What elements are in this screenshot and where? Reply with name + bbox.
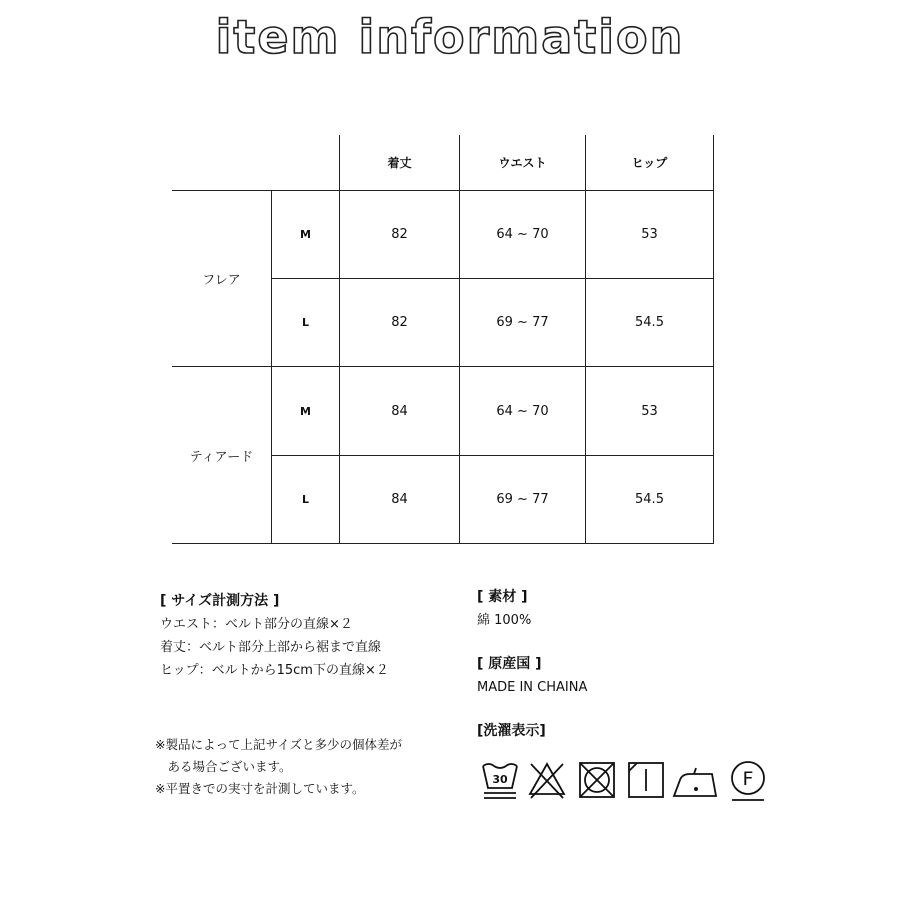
line-dry-icon (626, 758, 666, 802)
material-heading: [ 素材 ] (477, 589, 528, 605)
header-hip: ヒップ (631, 156, 668, 170)
table-cell-waist: 69 ~ 77 (496, 315, 549, 330)
table-cell-length: 82 (391, 227, 408, 242)
measure-line-waist: ウエスト：ベルト部分の直線×２ (160, 617, 353, 632)
group-label-tiered: ティアード (189, 449, 254, 465)
notes-section (155, 734, 402, 800)
table-cell-hip: 54.5 (635, 492, 664, 507)
size-label: M (300, 404, 311, 418)
measure-section (160, 590, 389, 682)
table-cell-waist: 64 ~ 70 (496, 403, 549, 419)
measure-line-hip: ヒップ：ベルトから15cm下の直線×２ (160, 663, 389, 678)
note-line: ある場合ございます。 (155, 759, 292, 774)
table-cell-waist: 69 ~ 77 (496, 492, 549, 507)
table-cell-length: 82 (391, 315, 408, 330)
origin-heading: [ 原産国 ] (477, 656, 542, 672)
dry-clean-f-icon (728, 758, 768, 802)
header-length: 着丈 (387, 156, 412, 170)
note-line: ※製品によって上記サイズと多少の個体差が (155, 737, 402, 752)
measure-line-length: 着丈：ベルト部分上部から裾まで直線 (160, 640, 382, 655)
size-label: L (301, 316, 309, 329)
care-section (477, 720, 546, 743)
care-heading: [洗濯表示] (477, 723, 546, 739)
wash-temp-label: 30 (492, 773, 508, 786)
origin-section (477, 653, 587, 699)
page-title: item information (215, 10, 685, 64)
table-cell-length: 84 (391, 403, 408, 419)
size-label: M (300, 228, 311, 241)
group-label-flare: フレア (202, 273, 241, 288)
dry-clean-letter: F (742, 768, 754, 790)
no-bleach-icon (527, 758, 567, 802)
origin-value: MADE IN CHAINA (477, 680, 588, 695)
table-cell-waist: 64 ~ 70 (496, 227, 549, 242)
table-cell-hip: 53 (641, 227, 658, 242)
table-cell-hip: 54.5 (635, 315, 664, 330)
material-value: 綿 100% (477, 613, 532, 628)
note-line: ※平置きでの実寸を計測しています。 (155, 781, 365, 796)
wash-30-icon (480, 758, 520, 802)
no-tumble-dry-icon (577, 758, 617, 802)
table-cell-length: 84 (391, 492, 408, 507)
table-cell-hip: 53 (641, 403, 658, 419)
measure-heading: [ サイズ計測方法 ] (160, 593, 280, 609)
iron-low-icon (672, 758, 720, 802)
material-section (477, 586, 531, 632)
header-waist: ウエスト (498, 156, 547, 170)
size-label: L (301, 493, 309, 506)
